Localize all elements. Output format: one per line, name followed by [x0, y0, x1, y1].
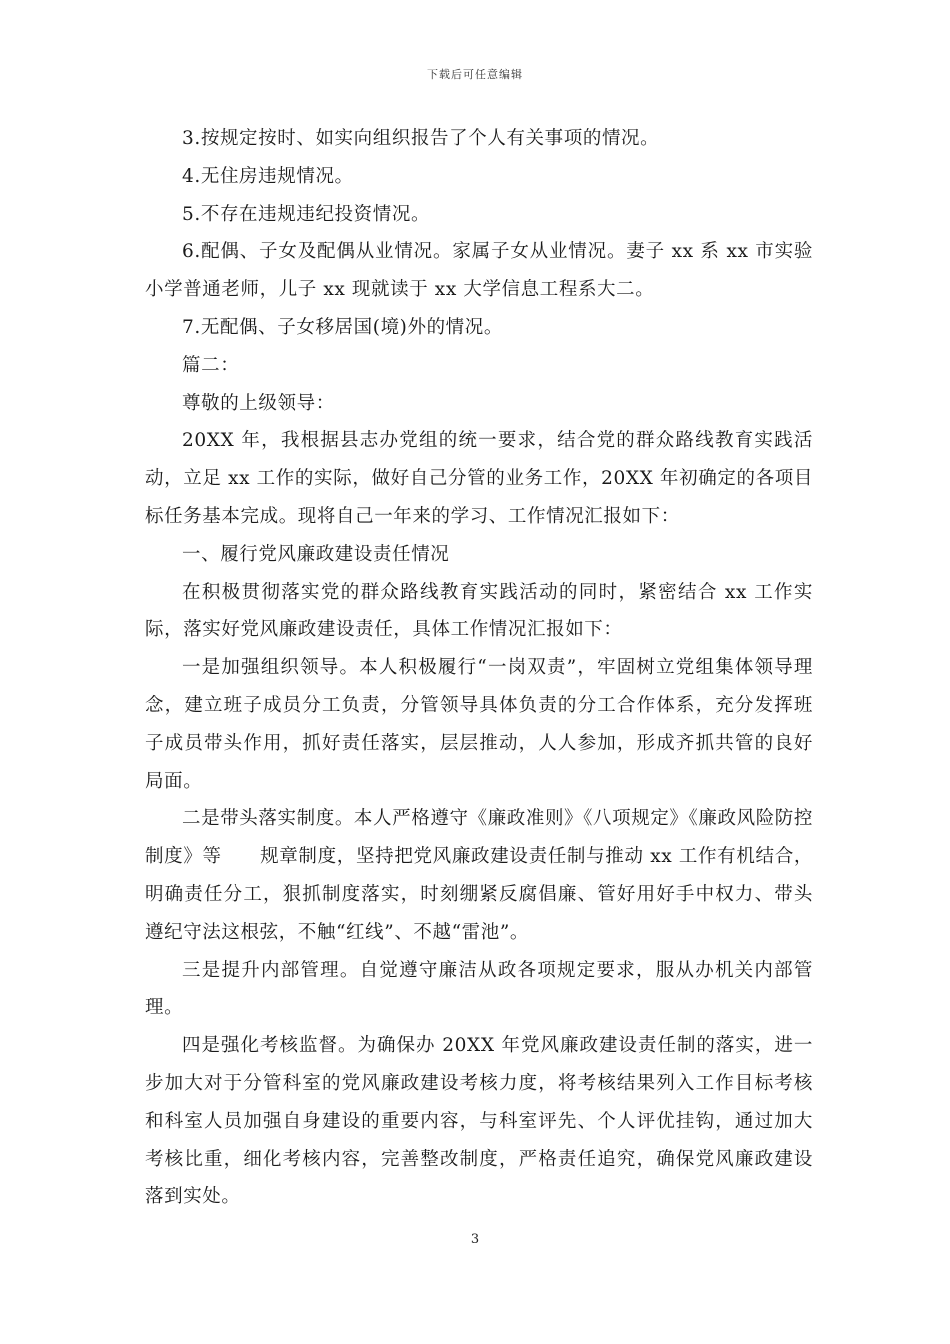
- page-number: 3: [470, 1232, 480, 1247]
- section-heading-one: 一、履行党风廉政建设责任情况: [182, 543, 450, 565]
- salutation: 尊敬的上级领导：: [182, 392, 335, 414]
- paragraph-item-5: 5.不存在违规违纪投资情况。: [182, 203, 431, 225]
- page-header: 下载后可任意编辑: [427, 68, 523, 81]
- paragraph-point-four: 四是强化考核监督。为确保办 20XX 年党风廉政建设责任制的落实，进一步加大对于分管科室的党风廉政建设考核力度，将考核结果列入工作目标考核和科室人员加强自身建设的重要内容，与科室评先、个人评优挂钩，通过加大考核比重，细化考核内容，完善整改制度，严格责任追究，确保党风廉政建设落到实处。: [145, 1035, 813, 1208]
- document-body: [145, 120, 813, 1216]
- paragraph-item-4: 4.无住房违规情况。: [182, 165, 354, 187]
- paragraph-point-two: 二是带头落实制度。本人严格遵守《廉政准则》《八项规定》《廉政风险防控制度》等 规章制度，坚持把党风廉政建设责任制与推动 xx 工作有机结合，明确责任分工，狠抓制度落实，时刻绷紧反腐倡廉、管好用好手中权力、带头遵纪守法这根弦，不触“红线”、不越“雷池”。: [145, 808, 813, 943]
- paragraph-intro: 20XX 年，我根据县志办党组的统一要求，结合党的群众路线教育实践活动，立足 xx 工作的实际，做好自己分管的业务工作，20XX 年初确定的各项目标任务基本完成。现将自己一年来的学习、工作情况汇报如下：: [145, 430, 813, 527]
- paragraph-item-3: 3.按规定按时、如实向组织报告了个人有关事项的情况。: [182, 128, 660, 149]
- paragraph-point-one: 一是加强组织领导。本人积极履行“一岗双责”，牢固树立党组集体领导理念，建立班子成员分工负责，分管领导具体负责的分工合作体系，充分发挥班子成员带头作用，抓好责任落实，层层推动，人人参加，形成齐抓共管的良好局面。: [145, 657, 813, 792]
- paragraph-item-7: 7.无配偶、子女移居国(境)外的情况。: [182, 316, 503, 338]
- paragraph-overview: 在积极贯彻落实党的群众路线教育实践活动的同时，紧密结合 xx 工作实际，落实好党风廉政建设责任，具体工作情况汇报如下：: [145, 581, 813, 641]
- section-title-part-two: 篇二：: [182, 354, 240, 376]
- paragraph-point-three: 三是提升内部管理。自觉遵守廉洁从政各项规定要求，服从办机关内部管理。: [145, 959, 813, 1019]
- paragraph-item-6: 6.配偶、子女及配偶从业情况。家属子女从业情况。妻子 xx 系 xx 市实验小学普通老师，儿子 xx 现就读于 xx 大学信息工程系大二。: [145, 241, 813, 301]
